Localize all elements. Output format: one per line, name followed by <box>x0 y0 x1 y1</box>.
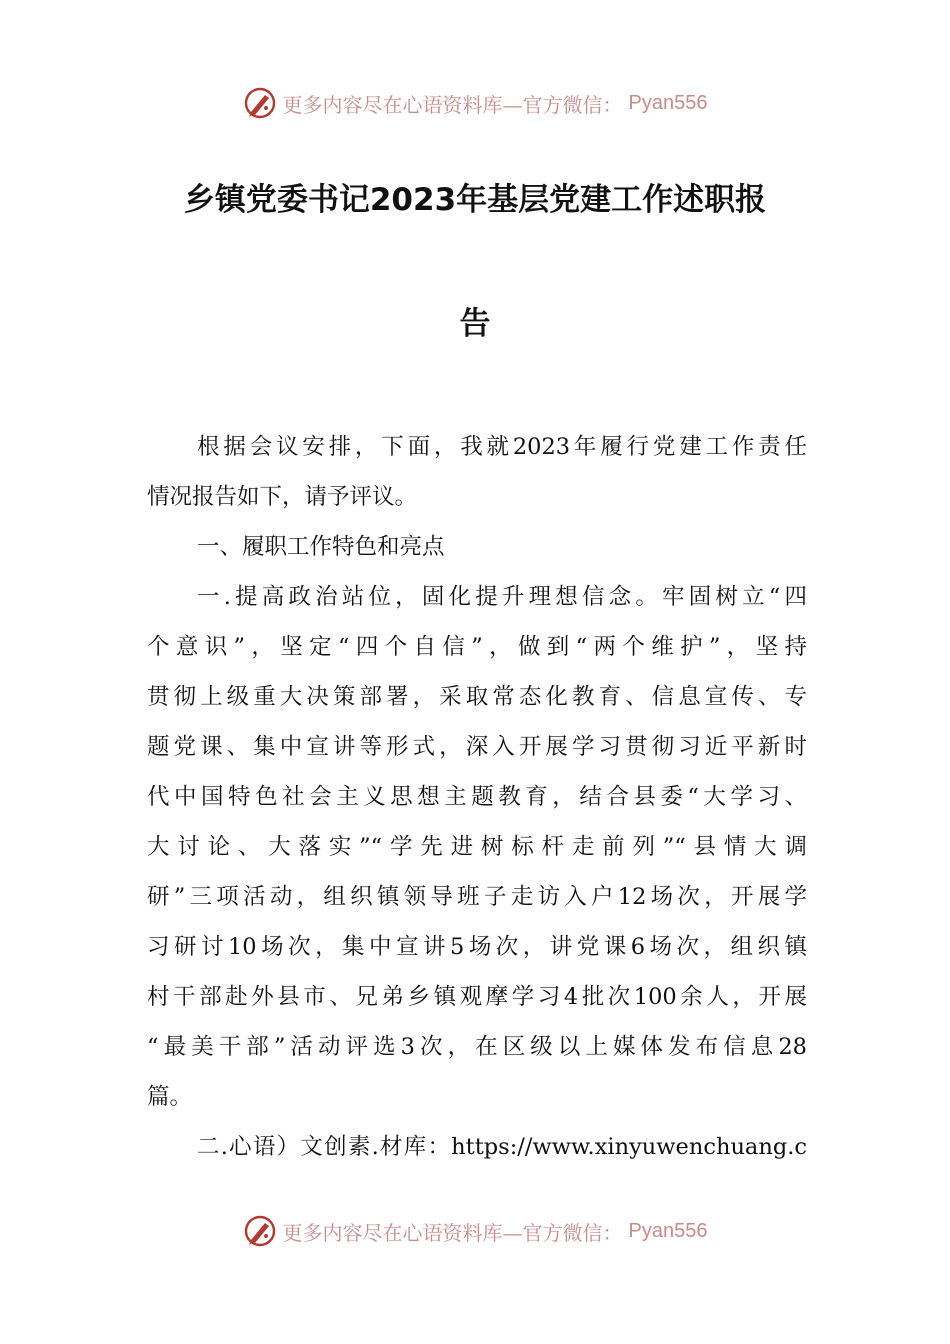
document-title-line-1: 乡镇党委书记2023年基层党建工作述职报 <box>183 182 767 218</box>
body-line: 题党课、集中宣讲等形式，深入开展学习贯彻习近平新时 <box>147 734 807 760</box>
body-line: 情况报告如下，请予评议。 <box>147 484 418 510</box>
banner-text: 更多内容尽在心语资料库—官方微信： <box>282 1220 623 1245</box>
body-line: 根据会议安排，下面，我就2023年履行党建工作责任 <box>197 434 807 460</box>
watermark-url-line: 二.心语）文创素.材库：https://www.xinyuwenchuang.c <box>197 1134 807 1160</box>
banner-wechat-id: Pyan556 <box>628 1219 708 1242</box>
banner-wechat-id: Pyan556 <box>628 91 708 114</box>
section-heading: 一、履职工作特色和亮点 <box>197 534 445 560</box>
header-banner <box>0 83 950 123</box>
banner-text: 更多内容尽在心语资料库—官方微信： <box>282 92 623 117</box>
body-line: 一.提高政治站位，固化提升理想信念。牢固树立“四 <box>197 584 807 610</box>
body-line: 研”三项活动，组织镇领导班子走访入户12场次，开展学 <box>147 884 807 910</box>
pen-logo-icon <box>243 1214 277 1248</box>
body-line: 习研讨10场次，集中宣讲5场次，讲党课6场次，组织镇 <box>147 934 807 960</box>
footer-banner <box>0 1211 950 1251</box>
document-body <box>147 426 807 1176</box>
document-title-line-2: 告 <box>459 306 491 342</box>
body-line: 村干部赴外县市、兄弟乡镇观摩学习4批次100余人，开展 <box>147 984 807 1010</box>
body-line: 贯彻上级重大决策部署，采取常态化教育、信息宣传、专 <box>147 684 807 710</box>
body-line: 代中国特色社会主义思想主题教育，结合县委“大学习、 <box>147 784 807 810</box>
pen-logo-icon <box>243 86 277 120</box>
body-line: 个意识”，坚定“四个自信”，做到“两个维护”，坚持 <box>147 634 807 660</box>
body-line: 大讨论、大落实”“学先进树标杆走前列”“县情大调 <box>147 834 807 860</box>
body-line: 篇。 <box>147 1084 193 1110</box>
body-line: “最美干部”活动评选3次，在区级以上媒体发布信息28 <box>147 1034 807 1060</box>
